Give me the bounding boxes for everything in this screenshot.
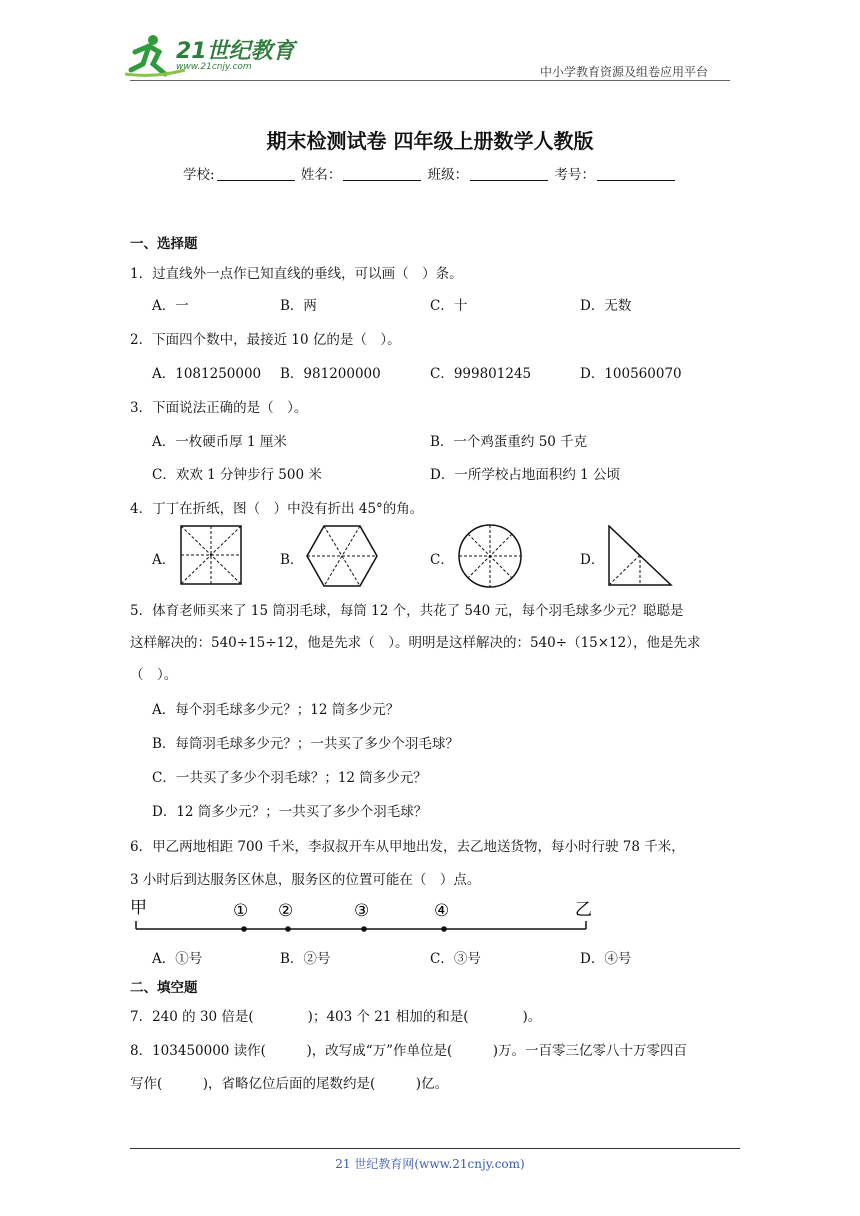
q4-option-c[interactable]: C．: [430, 552, 454, 568]
question-5-line3: （ ）。: [130, 667, 178, 683]
header-divider: [130, 80, 730, 81]
q3-option-d[interactable]: D．一所学校占地面积约 1 公顷: [430, 467, 620, 483]
question-3-stem: 3．下面说法正确的是（ ）。: [130, 400, 308, 416]
q2-option-d[interactable]: D．100560070: [580, 366, 682, 382]
q6-option-b[interactable]: B．②号: [280, 951, 331, 967]
logo-subtext: www.21cnjy.com: [176, 62, 252, 72]
folded-square-figure: [180, 525, 242, 585]
distance-line-diagram: [128, 895, 598, 937]
question-1-stem: 1．过直线外一点作已知直线的垂线，可以画（ ）条。: [130, 266, 463, 282]
footer-link[interactable]: 21 世纪教育网(www.21cnjy.com): [335, 1157, 525, 1171]
name-blank[interactable]: [343, 167, 421, 181]
question-8-line2: 写作( )，省略亿位后面的尾数约是( )亿。: [130, 1076, 449, 1092]
q1-option-d[interactable]: D．无数: [580, 298, 632, 314]
point-1-label: ①: [233, 901, 249, 921]
q2-option-a[interactable]: A．1081250000: [152, 366, 262, 382]
q1-option-b[interactable]: B．两: [280, 298, 317, 314]
point-3-label: ③: [354, 901, 370, 921]
class-blank[interactable]: [470, 167, 548, 181]
q5-option-c[interactable]: C．一共买了多少个羽毛球？；12 筒多少元？: [152, 770, 427, 786]
point-2-label: ②: [278, 901, 294, 921]
question-4-stem: 4．丁丁在折纸，图（ ）中没有折出 45°的角。: [130, 501, 424, 517]
q4-option-d[interactable]: D．: [580, 552, 605, 568]
q3-option-b[interactable]: B．一个鸡蛋重约 50 千克: [430, 434, 588, 450]
school-blank[interactable]: [217, 167, 295, 181]
q1-option-c[interactable]: C．十: [430, 298, 468, 314]
school-label: 学校:: [183, 167, 215, 183]
footer-divider: [130, 1148, 740, 1149]
question-2-stem: 2．下面四个数中，最接近 10 亿的是（ ）。: [130, 332, 401, 348]
question-8-line1: 8．103450000 读作( )，改写成“万”作单位是( )万。一百零三亿零八十万零四百: [130, 1043, 688, 1059]
section-fill-heading: 二、填空题: [130, 980, 198, 996]
folded-hexagon-figure: [306, 525, 378, 587]
q4-option-b[interactable]: B．: [280, 552, 304, 568]
class-label: 班级：: [427, 167, 469, 183]
point-4-label: ④: [434, 901, 450, 921]
q6-option-d[interactable]: D．④号: [580, 951, 632, 967]
q3-option-a[interactable]: A．一枚硬币厚 1 厘米: [152, 434, 287, 450]
q6-option-a[interactable]: A．①号: [152, 951, 203, 967]
folded-triangle-figure: [607, 525, 673, 587]
question-7-stem: 7．240 的 30 倍是( )；403 个 21 相加的和是( )。: [130, 1009, 542, 1025]
page-title: 期末检测试卷 四年级上册数学人教版: [266, 129, 594, 153]
question-6-line2: 3 小时后到达服务区休息，服务区的位置可能在（ ）点。: [130, 872, 481, 888]
folded-circle-figure: [457, 523, 523, 589]
q4-option-a[interactable]: A．: [152, 552, 176, 568]
q3-option-c[interactable]: C．欢欢 1 分钟步行 500 米: [152, 467, 322, 483]
q5-option-a[interactable]: A．每个羽毛球多少元？；12 筒多少元？: [152, 702, 400, 718]
number-blank[interactable]: [597, 167, 675, 181]
q1-option-a[interactable]: A．一: [152, 298, 189, 314]
q2-option-b[interactable]: B．981200000: [280, 366, 381, 382]
question-5-line2: 这样解决的：540÷15÷12，他是先求（ ）。明明是这样解决的：540÷（15×12），他是先求: [130, 635, 701, 651]
question-5-line1: 5．体育老师买来了 15 筒羽毛球，每筒 12 个，共花了 540 元，每个羽毛球多少元？聪聪是: [130, 603, 684, 619]
point-1-dot: [241, 926, 247, 932]
start-label-jia: 甲: [130, 898, 147, 918]
point-2-dot: [285, 926, 291, 932]
end-label-yi: 乙: [575, 900, 592, 920]
student-info-row: [0, 163, 860, 183]
point-3-dot: [361, 926, 367, 932]
q6-option-c[interactable]: C．③号: [430, 951, 481, 967]
q5-option-d[interactable]: D．12 筒多少元？；一共买了多少个羽毛球？: [152, 804, 428, 820]
q5-option-b[interactable]: B．每筒羽毛球多少元？；一共买了多少个羽毛球？: [152, 736, 459, 752]
name-label: 姓名：: [300, 167, 342, 183]
logo-text: 21世纪教育: [176, 39, 295, 64]
q2-option-c[interactable]: C．999801245: [430, 366, 532, 382]
question-6-line1: 6．甲乙两地相距 700 千米，李叔叔开车从甲地出发，去乙地送货物，每小时行驶 78 千米，: [130, 839, 685, 855]
number-label: 考号：: [554, 167, 595, 183]
point-4-dot: [441, 926, 447, 932]
platform-name: 中小学教育资源及组卷应用平台: [540, 65, 709, 79]
section-choice-heading: 一、选择题: [130, 236, 198, 252]
